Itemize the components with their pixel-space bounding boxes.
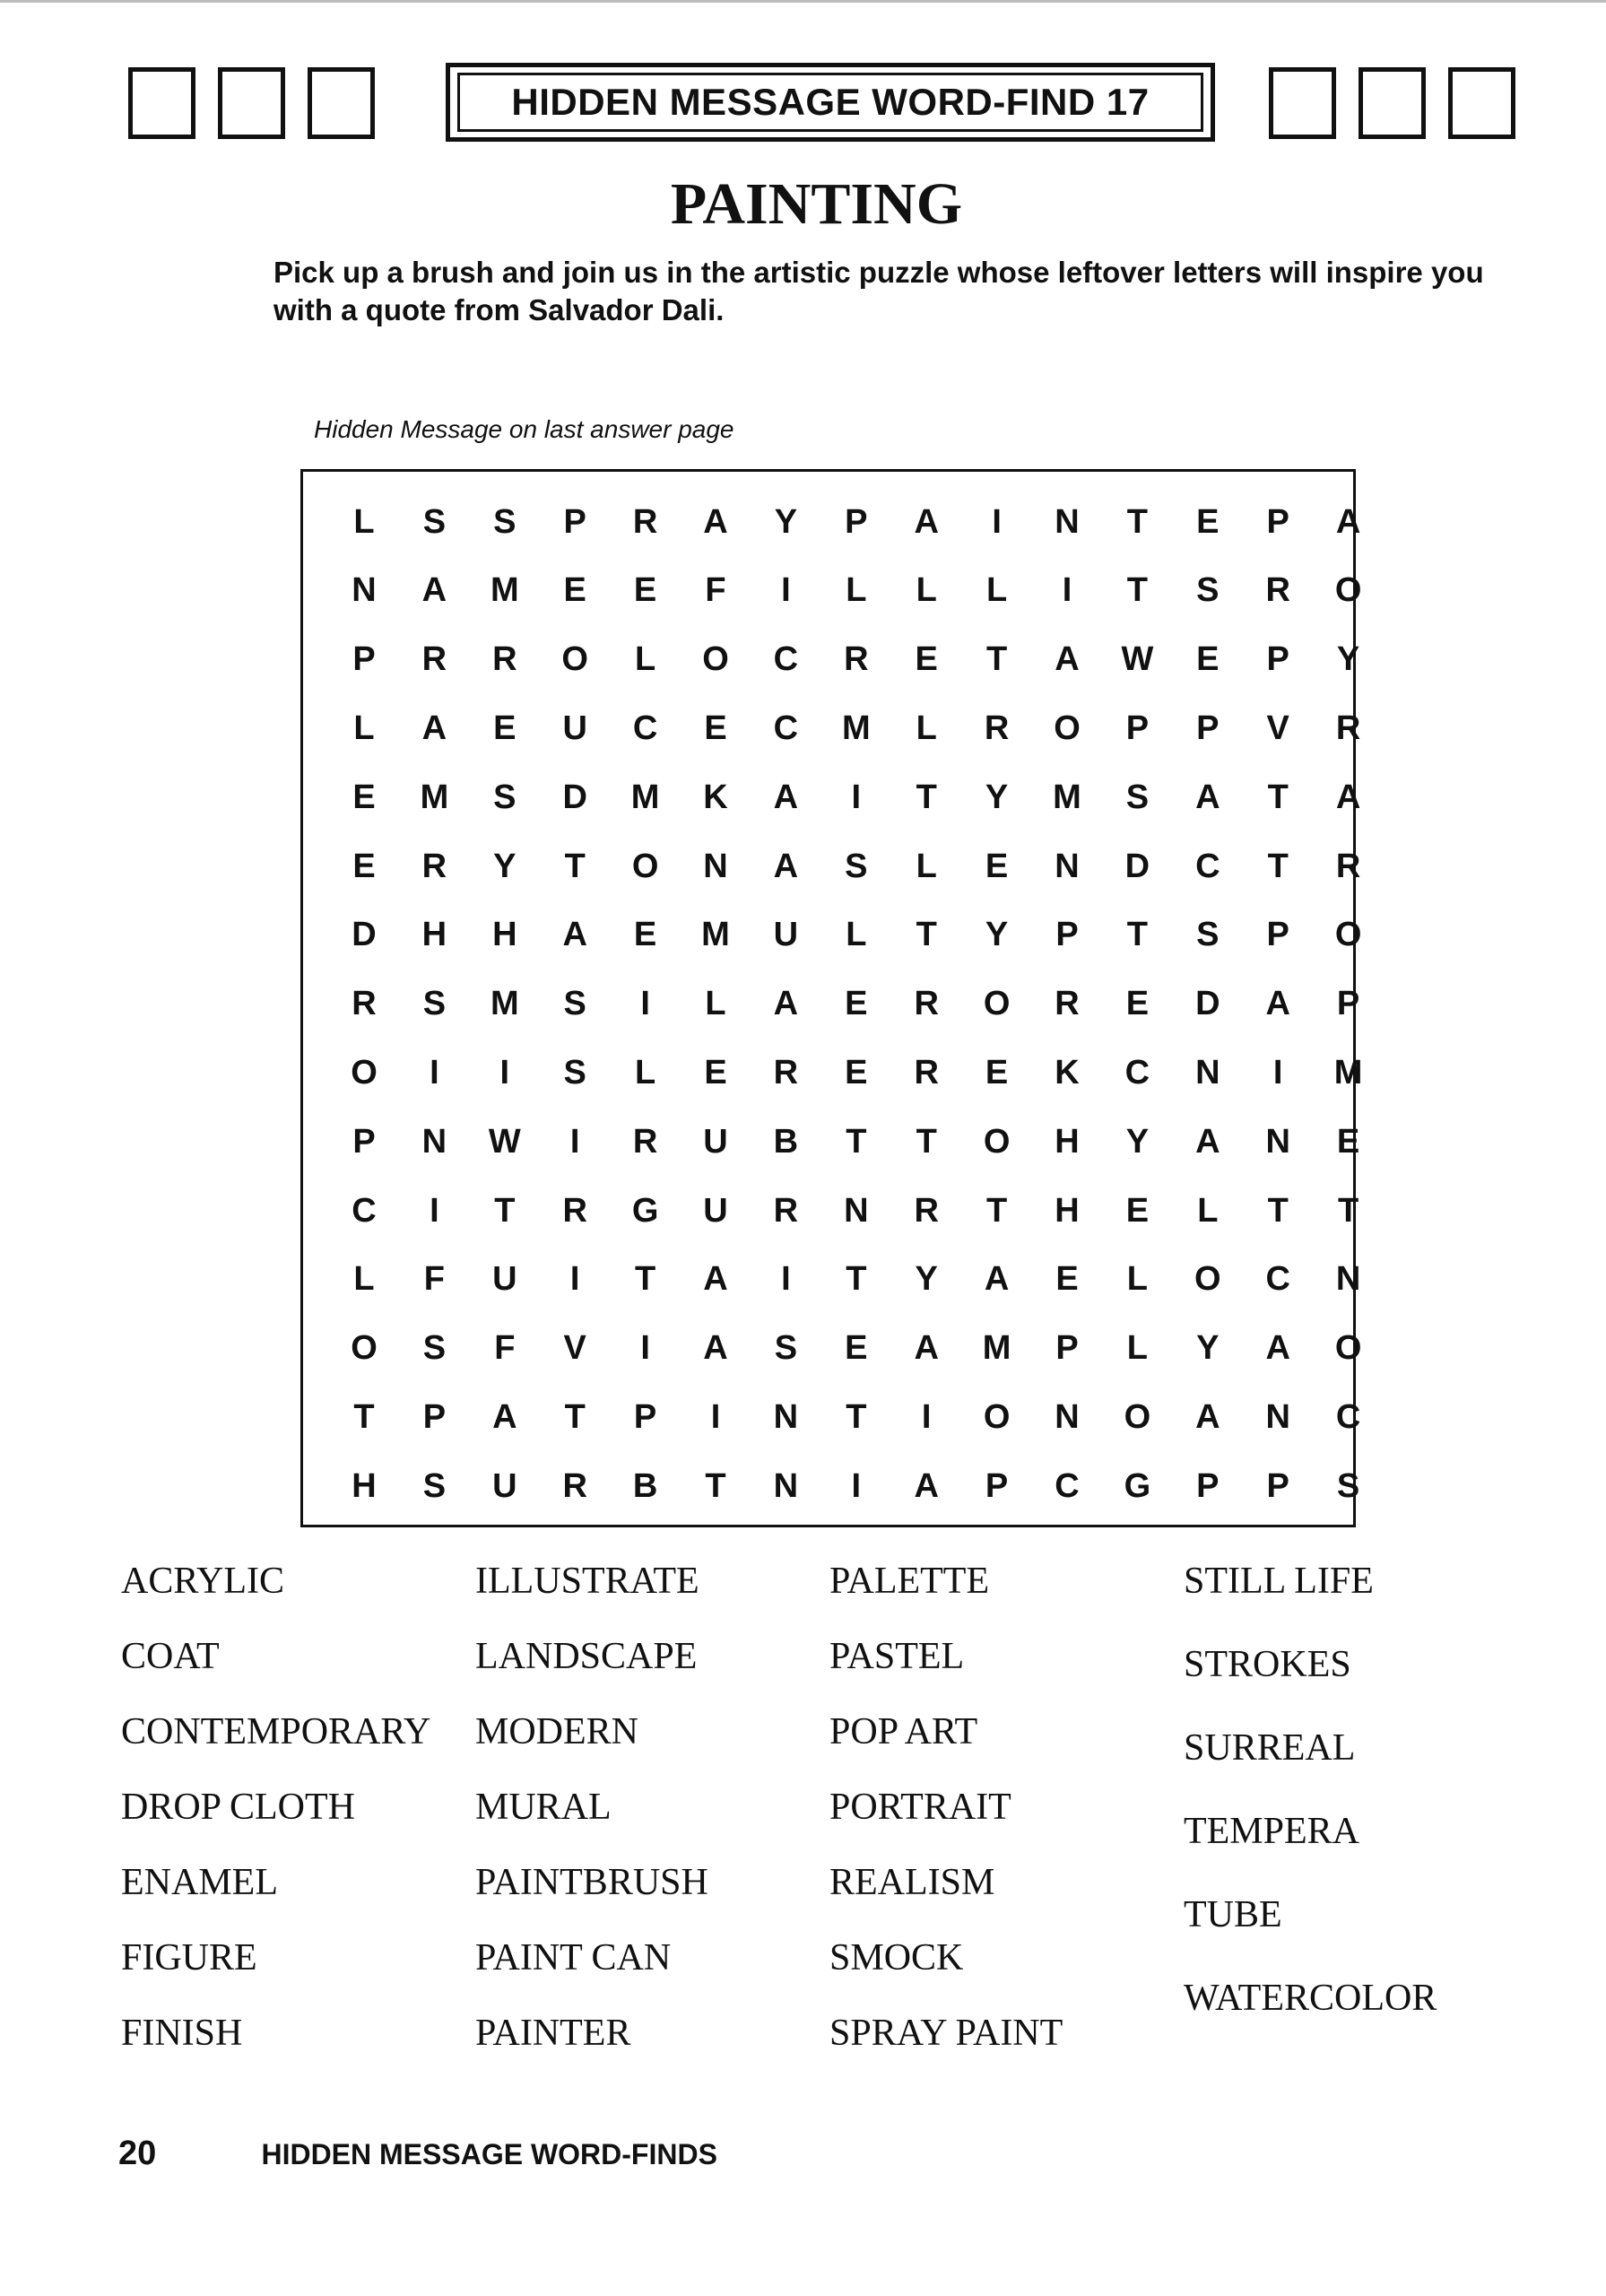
grid-letter: T: [564, 1397, 586, 1436]
grid-letter: P: [422, 1397, 447, 1436]
grid-letter: H: [492, 916, 517, 954]
grid-letter: A: [703, 1260, 728, 1299]
grid-letter: C: [773, 640, 799, 679]
grid-letter: E: [704, 709, 727, 747]
grid-letter: I: [1062, 571, 1072, 610]
grid-letter: R: [914, 1053, 939, 1091]
grid-letter: M: [490, 571, 519, 610]
grid-letter: V: [563, 1329, 586, 1368]
grid-letter: P: [633, 1397, 657, 1436]
grid-letter: S: [422, 985, 447, 1023]
grid-letter: O: [1334, 916, 1362, 954]
decorative-box: [128, 67, 195, 139]
grid-letter: I: [710, 1397, 721, 1436]
grid-letter: N: [1195, 1053, 1220, 1091]
grid-letter: F: [705, 571, 726, 610]
grid-letter: C: [773, 709, 799, 747]
grid-letter: A: [1195, 1122, 1220, 1161]
grid-letter: A: [562, 916, 587, 954]
grid-letter: A: [492, 1397, 517, 1436]
word-list-item: CONTEMPORARY: [121, 1711, 431, 1752]
grid-letter: G: [1124, 1466, 1151, 1505]
grid-letter: U: [703, 1191, 728, 1230]
hidden-message-note: Hidden Message on last answer page: [314, 415, 734, 443]
grid-letter: P: [1266, 640, 1289, 679]
grid-letter: M: [841, 709, 871, 747]
grid-letter: E: [1055, 1260, 1079, 1299]
grid-letter: B: [632, 1466, 658, 1505]
word-list-column: [475, 1559, 708, 2086]
grid-letter: I: [499, 1053, 510, 1091]
grid-letter: R: [914, 985, 939, 1023]
grid-letter: U: [492, 1466, 517, 1505]
grid-letter: I: [1272, 1053, 1283, 1091]
grid-letter: T: [634, 1260, 656, 1299]
grid-letter: M: [1333, 1053, 1363, 1091]
grid-letter: H: [421, 916, 447, 954]
grid-letter: R: [1055, 985, 1080, 1023]
grid-letter: L: [916, 709, 937, 747]
grid-letter: D: [1124, 847, 1150, 885]
grid-letter: Y: [1125, 1122, 1150, 1161]
grid-letter: M: [982, 1329, 1011, 1368]
grid-letter: A: [914, 1329, 939, 1368]
grid-letter: T: [916, 1122, 937, 1161]
word-list-item: PORTRAIT: [829, 1787, 1011, 1828]
word-list-item: FIGURE: [121, 1937, 257, 1979]
grid-letter: C: [1335, 1397, 1361, 1436]
page-footer: [118, 2135, 717, 2173]
grid-letter: E: [1125, 985, 1150, 1023]
grid-letter: O: [702, 640, 729, 679]
grid-letter: T: [985, 640, 1008, 679]
word-list-item: STROKES: [1184, 1644, 1351, 1685]
grid-letter: I: [569, 1260, 580, 1299]
grid-letter: A: [773, 985, 799, 1023]
grid-letter: N: [352, 571, 377, 610]
word-list-item: TEMPERA: [1184, 1811, 1360, 1852]
grid-letter: N: [1335, 1260, 1361, 1299]
page-number: 20: [118, 2135, 157, 2172]
grid-letter: C: [632, 709, 658, 747]
grid-letter: P: [1336, 985, 1360, 1023]
word-list-item: POP ART: [829, 1711, 978, 1752]
word-list-item: SURREAL: [1184, 1727, 1356, 1769]
grid-letter: H: [1055, 1122, 1080, 1161]
grid-letter: R: [632, 1122, 658, 1161]
grid-letter: P: [352, 1122, 376, 1161]
word-list-item: WATERCOLOR: [1184, 1978, 1437, 2019]
word-list-column: [121, 1559, 430, 2086]
grid-letter: D: [562, 778, 587, 816]
grid-letter: S: [1196, 571, 1220, 610]
grid-letter: I: [640, 985, 650, 1023]
grid-letter: B: [773, 1122, 799, 1161]
grid-letter: T: [846, 1122, 867, 1161]
grid-letter: R: [984, 709, 1010, 747]
grid-letter: E: [845, 985, 868, 1023]
grid-letter: R: [421, 640, 447, 679]
grid-letter: W: [1121, 640, 1154, 679]
grid-letter: R: [773, 1053, 799, 1091]
grid-letter: E: [352, 847, 376, 885]
grid-letter: S: [563, 985, 586, 1023]
grid-letter: E: [1196, 640, 1220, 679]
grid-letter: N: [1055, 847, 1080, 885]
grid-letter: P: [845, 502, 868, 541]
word-list-item: PAINTBRUSH: [475, 1862, 708, 1903]
grid-letter: M: [490, 985, 519, 1023]
grid-letter: A: [421, 571, 447, 610]
grid-letter: O: [983, 1397, 1011, 1436]
grid-letter: L: [634, 1053, 656, 1091]
grid-letter: T: [353, 1397, 375, 1436]
grid-letter: O: [561, 640, 588, 679]
grid-letter: P: [1055, 916, 1079, 954]
grid-letter: A: [1195, 1397, 1220, 1436]
word-list-item: MURAL: [475, 1787, 612, 1828]
grid-letter: M: [420, 778, 449, 816]
grid-letter: A: [914, 1466, 939, 1505]
grid-letter: O: [983, 1122, 1011, 1161]
grid-letter: T: [1337, 1191, 1359, 1230]
word-list-item: TUBE: [1184, 1894, 1282, 1935]
grid-letter: C: [352, 1191, 377, 1230]
grid-letter: T: [1267, 847, 1289, 885]
grid-letter: R: [632, 502, 658, 541]
grid-letter: D: [1195, 985, 1220, 1023]
grid-letter: L: [353, 1260, 375, 1299]
puzzle-title-box: [446, 63, 1215, 142]
word-list-item: ENAMEL: [121, 1862, 278, 1903]
grid-letter: Y: [774, 502, 798, 541]
grid-letter: P: [1125, 709, 1150, 747]
grid-letter: N: [844, 1191, 869, 1230]
grid-letter: N: [1055, 502, 1080, 541]
grid-letter: E: [845, 1329, 868, 1368]
grid-letter: K: [703, 778, 728, 816]
grid-letter: P: [563, 502, 586, 541]
word-list-column: [829, 1559, 1063, 2086]
grid-letter: E: [1336, 1122, 1360, 1161]
word-list-item: REALISM: [829, 1862, 995, 1903]
grid-letter: K: [1055, 1053, 1080, 1091]
grid-letter: A: [1335, 778, 1361, 816]
grid-letter: I: [851, 778, 862, 816]
grid-letter: A: [1195, 778, 1220, 816]
grid-letter: I: [781, 1260, 791, 1299]
grid-letter: N: [1055, 1397, 1080, 1436]
grid-letter: T: [916, 916, 937, 954]
grid-letter: E: [985, 847, 1009, 885]
grid-letter: O: [351, 1053, 378, 1091]
grid-letter: E: [704, 1053, 727, 1091]
grid-letter: P: [1266, 1466, 1289, 1505]
grid-letter: T: [1126, 571, 1148, 610]
grid-letter: I: [430, 1053, 439, 1091]
grid-letter: P: [1196, 1466, 1220, 1505]
grid-letter: L: [846, 571, 867, 610]
grid-letter: O: [1334, 1329, 1362, 1368]
grid-letter: L: [1126, 1260, 1148, 1299]
word-list-item: ILLUSTRATE: [475, 1561, 699, 1602]
grid-letter: P: [985, 1466, 1009, 1505]
grid-letter: A: [1265, 985, 1290, 1023]
grid-letter: S: [1336, 1466, 1360, 1505]
grid-letter: L: [846, 916, 867, 954]
grid-letter: R: [492, 640, 517, 679]
word-list-item: LANDSCAPE: [475, 1636, 698, 1677]
grid-letter: T: [564, 847, 586, 885]
intro-text: Pick up a brush and join us in the artistic puzzle whose leftover letters will inspire you with a quote from Salvador Dali.: [273, 256, 1484, 326]
word-list-item: MODERN: [475, 1711, 639, 1752]
word-list-item: PAINTER: [475, 2013, 631, 2054]
grid-letter: H: [352, 1466, 377, 1505]
grid-letter: T: [846, 1260, 867, 1299]
decorative-box: [1359, 67, 1426, 139]
footer-title: HIDDEN MESSAGE WORD-FINDS: [261, 2138, 717, 2170]
grid-letter: S: [493, 502, 517, 541]
puzzle-title: HIDDEN MESSAGE WORD-FIND 17: [457, 73, 1203, 132]
grid-letter: S: [845, 847, 868, 885]
decorative-box: [1448, 67, 1515, 139]
grid-letter: H: [1055, 1191, 1080, 1230]
grid-letter: A: [984, 1260, 1010, 1299]
decorative-box: [218, 67, 285, 139]
word-list-item: SMOCK: [829, 1937, 964, 1979]
grid-letter: T: [1267, 778, 1289, 816]
grid-letter: E: [1196, 502, 1220, 541]
grid-letter: A: [421, 709, 447, 747]
grid-letter: N: [1265, 1397, 1290, 1436]
grid-letter: I: [640, 1329, 650, 1368]
grid-letter: R: [562, 1191, 587, 1230]
grid-letter: E: [985, 1053, 1009, 1091]
grid-letter: O: [1334, 571, 1362, 610]
grid-letter: E: [845, 1053, 868, 1091]
grid-letter: S: [493, 778, 517, 816]
grid-letter: S: [422, 1466, 447, 1505]
grid-letter: I: [569, 1122, 580, 1161]
grid-letter: S: [422, 1329, 447, 1368]
grid-letter: Y: [915, 1260, 938, 1299]
grid-letter: S: [422, 502, 447, 541]
word-list-item: PASTEL: [829, 1636, 965, 1677]
top-rule: [0, 0, 1606, 3]
grid-letter: T: [1126, 916, 1148, 954]
grid-letter: M: [1053, 778, 1081, 816]
grid-letter: S: [563, 1053, 586, 1091]
grid-letter: A: [914, 502, 939, 541]
grid-letter: C: [1195, 847, 1220, 885]
grid-letter: F: [494, 1329, 516, 1368]
decorative-box: [1269, 67, 1336, 139]
grid-letter: A: [773, 778, 799, 816]
grid-letter: T: [916, 778, 937, 816]
grid-letter: N: [703, 847, 728, 885]
grid-letter: D: [352, 916, 377, 954]
grid-letter: M: [630, 778, 660, 816]
grid-letter: O: [1054, 709, 1081, 747]
grid-letter: T: [494, 1191, 516, 1230]
grid-letter: L: [705, 985, 726, 1023]
grid-letter: N: [773, 1466, 799, 1505]
grid-letter: P: [1196, 709, 1220, 747]
page-heading: PAINTING: [670, 171, 963, 237]
word-list-item: ACRYLIC: [121, 1561, 285, 1602]
grid-letter: F: [423, 1260, 445, 1299]
grid-letter: S: [1125, 778, 1150, 816]
grid-letter: O: [351, 1329, 378, 1368]
grid-letter: I: [921, 1397, 932, 1436]
grid-letter: V: [1266, 709, 1289, 747]
grid-letter: C: [1055, 1466, 1080, 1505]
grid-letter: L: [1126, 1329, 1148, 1368]
grid-letter: R: [914, 1191, 939, 1230]
grid-letter: L: [353, 502, 375, 541]
grid-letter: P: [1055, 1329, 1079, 1368]
grid-letter: N: [1265, 1122, 1290, 1161]
grid-letter: W: [488, 1122, 521, 1161]
word-list-column: [1184, 1559, 1437, 2059]
grid-letter: R: [844, 640, 869, 679]
word-list-item: PAINT CAN: [475, 1937, 672, 1979]
grid-letter: O: [631, 847, 659, 885]
grid-letter: A: [703, 1329, 728, 1368]
grid-letter: S: [1196, 916, 1220, 954]
grid-letter: Y: [1196, 1329, 1220, 1368]
word-list-item: STILL LIFE: [1184, 1561, 1374, 1602]
grid-letter: P: [1266, 916, 1289, 954]
grid-letter: L: [353, 709, 375, 747]
grid-letter: A: [773, 847, 799, 885]
grid-letter: L: [985, 571, 1008, 610]
grid-letter: L: [916, 571, 937, 610]
grid-letter: T: [1126, 502, 1148, 541]
grid-letter: I: [992, 502, 1002, 541]
grid-letter: I: [851, 1466, 862, 1505]
grid-letter: L: [916, 847, 937, 885]
grid-letter: R: [773, 1191, 799, 1230]
grid-letter: A: [1055, 640, 1080, 679]
grid-letter: C: [1124, 1053, 1150, 1091]
grid-letter: O: [1124, 1397, 1151, 1436]
grid-letter: L: [1197, 1191, 1219, 1230]
grid-letter: R: [562, 1466, 587, 1505]
decorative-box: [308, 67, 375, 139]
grid-letter: Y: [1336, 640, 1360, 679]
grid-letter: E: [915, 640, 938, 679]
grid-letter: M: [701, 916, 730, 954]
word-list-item: PALETTE: [829, 1561, 990, 1602]
grid-letter: O: [983, 985, 1011, 1023]
grid-letter: E: [633, 571, 657, 610]
grid-letter: E: [352, 778, 376, 816]
grid-letter: T: [985, 1191, 1008, 1230]
grid-letter: P: [352, 640, 376, 679]
word-list-item: DROP CLOTH: [121, 1787, 355, 1828]
grid-letter: U: [703, 1122, 728, 1161]
grid-letter: E: [563, 571, 586, 610]
grid-letter: E: [1125, 1191, 1150, 1230]
grid-letter: R: [1265, 571, 1290, 610]
grid-letter: U: [773, 916, 799, 954]
word-list-item: COAT: [121, 1636, 220, 1677]
word-list-item: SPRAY PAINT: [829, 2013, 1063, 2054]
grid-letter: R: [1335, 847, 1361, 885]
grid-letter: P: [1266, 502, 1289, 541]
grid-letter: I: [781, 571, 791, 610]
grid-letter: R: [421, 847, 447, 885]
grid-letter: N: [421, 1122, 447, 1161]
grid-letter: U: [492, 1260, 517, 1299]
grid-letter: S: [774, 1329, 798, 1368]
grid-letter: Y: [493, 847, 517, 885]
grid-letter: G: [631, 1191, 659, 1230]
grid-letter: A: [703, 502, 728, 541]
grid-letter: R: [352, 985, 377, 1023]
grid-letter: I: [430, 1191, 439, 1230]
grid-letter: T: [705, 1466, 726, 1505]
grid-letter: A: [1265, 1329, 1290, 1368]
grid-letter: Y: [985, 778, 1009, 816]
grid-letter: L: [634, 640, 656, 679]
grid-letter: T: [846, 1397, 867, 1436]
word-list-item: FINISH: [121, 2013, 243, 2054]
grid-letter: E: [493, 709, 517, 747]
grid-letter: R: [1335, 709, 1361, 747]
grid-letter: U: [562, 709, 587, 747]
grid-letter: A: [1335, 502, 1361, 541]
letter-grid: [300, 469, 1363, 1527]
grid-letter: N: [773, 1397, 799, 1436]
grid-letter: T: [1267, 1191, 1289, 1230]
grid-letter: Y: [985, 916, 1009, 954]
grid-letter: O: [1194, 1260, 1221, 1299]
grid-letter: C: [1265, 1260, 1290, 1299]
grid-letter: E: [633, 916, 657, 954]
